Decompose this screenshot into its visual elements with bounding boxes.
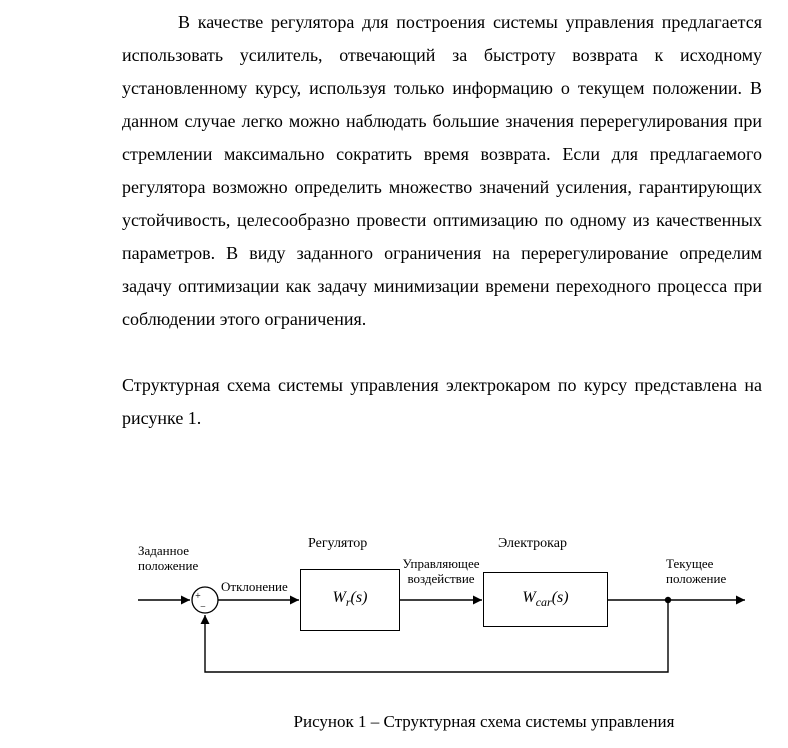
regulator-title: Регулятор [308, 536, 368, 551]
control-signal-label: Управляющее воздействие [402, 556, 480, 586]
figure-caption: Рисунок 1 – Структурная схема системы управления [293, 712, 675, 731]
plant-formula-symbol: W [522, 588, 536, 606]
deviation-signal-label: Отклонение [221, 579, 288, 594]
regulator-formula-symbol: W [332, 589, 346, 607]
plant-transfer-function [522, 589, 568, 610]
paragraph-figure-reference: Структурная схема системы управления электрокаром по курсу представлена на рисунке 1. [122, 375, 762, 428]
body-text [122, 6, 762, 435]
output-signal-label: Текущее положение [666, 556, 727, 586]
summing-plus-sign: + [195, 591, 201, 602]
plant-title: Электрокар [498, 536, 567, 551]
regulator-formula-argument: (s) [350, 589, 368, 607]
input-signal-label: Заданное положение [138, 543, 199, 573]
regulator-block [300, 569, 400, 631]
plant-formula-subscript: car [535, 595, 552, 610]
paragraph-regulator-description: В качестве регулятора для построения системы управления предлагается использовать усилитель, отвечающий за быстроту возврата к исходному установленному курсу, используя только информацию о текущем положении. В данном случае легко можно наблюдать большие значения перерегулирования при стремлении максимально сократить время возврата. Если для предлагаемого регулятора возможно определить множество значений усиления, гарантирующих устойчивость, целесообразно провести оптимизацию по одному из качественных параметров. В виду заданного ограничения на перерегулирование определим задачу оптимизации как задачу минимизации времени переходного процесса при соблюдении этого ограничения. [122, 12, 762, 329]
summing-minus-sign: − [200, 602, 206, 613]
regulator-formula-subscript: r [345, 595, 351, 610]
regulator-transfer-function [333, 589, 368, 610]
block-diagram-figure [0, 535, 788, 705]
plant-block [483, 572, 608, 627]
plant-formula-argument: (s) [551, 588, 569, 606]
takeoff-dot [665, 597, 671, 603]
